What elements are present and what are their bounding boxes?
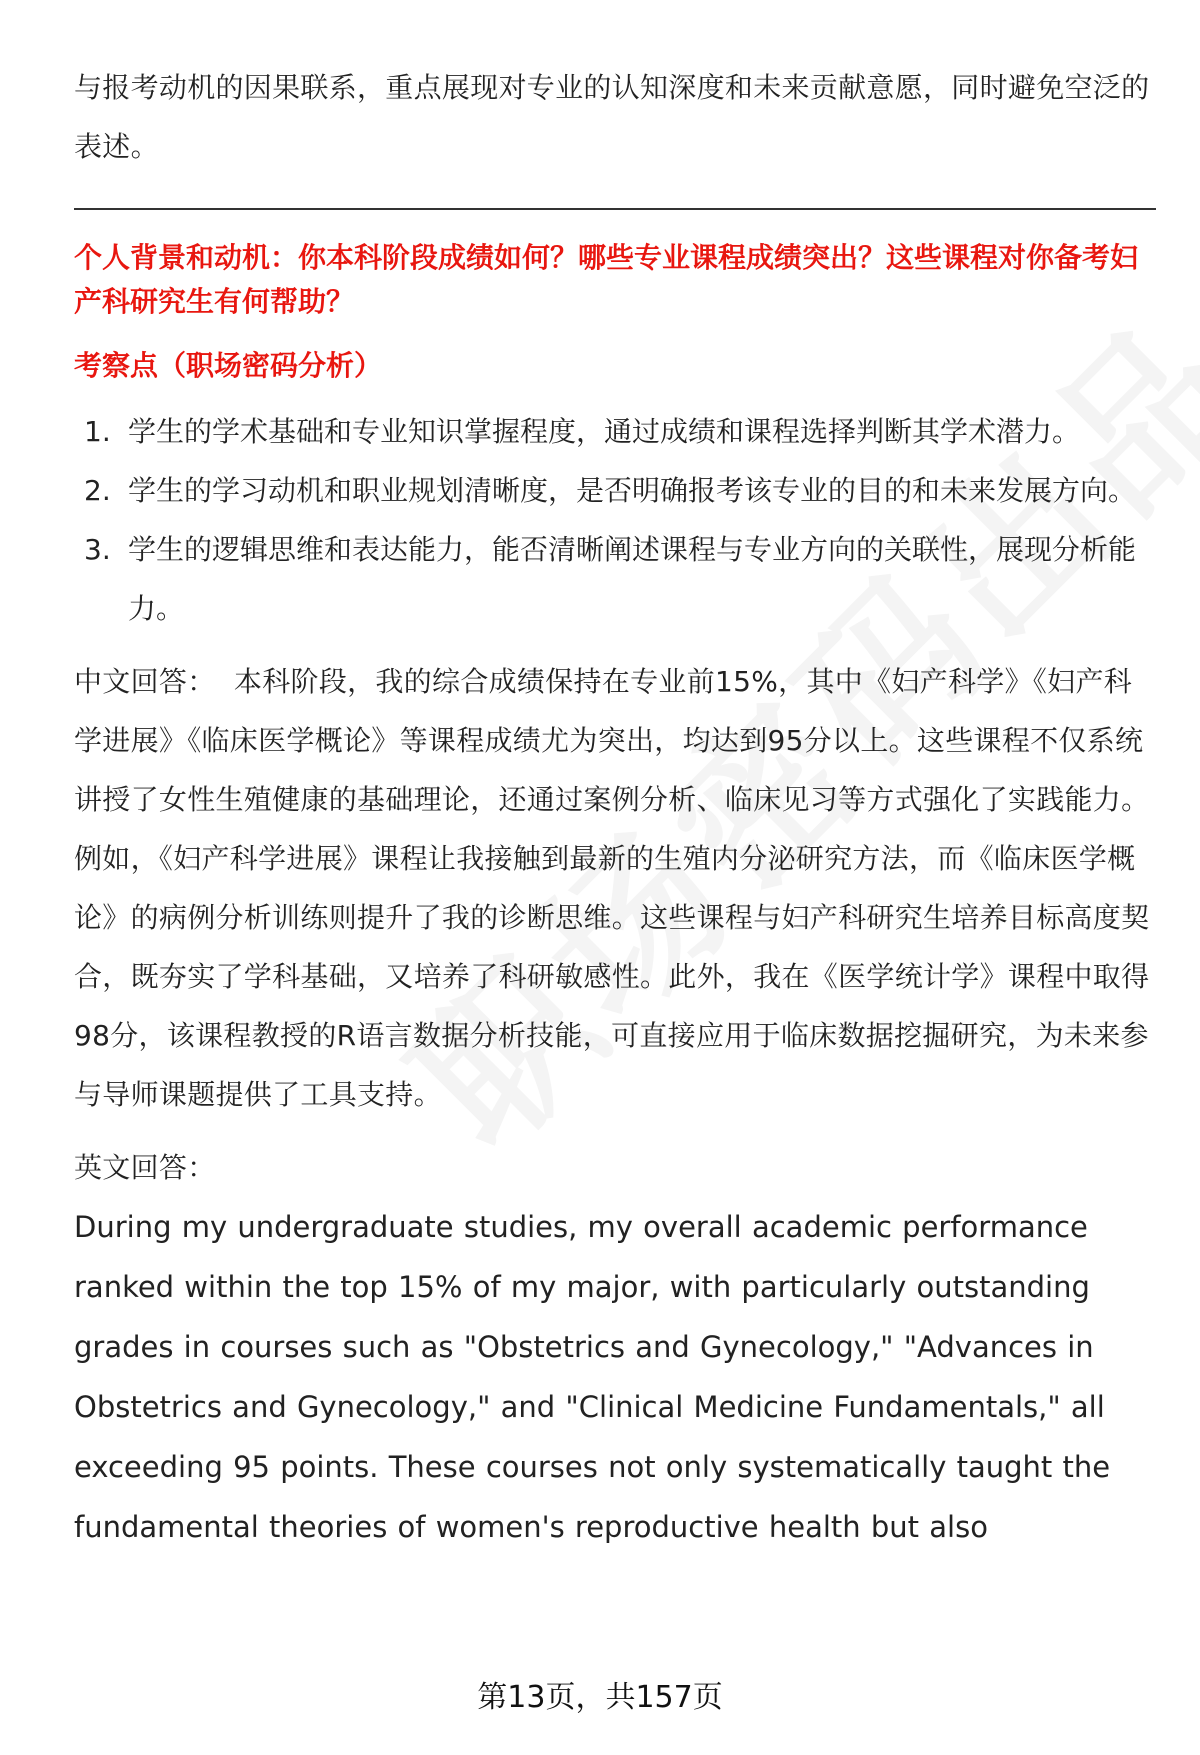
intro-paragraph: 与报考动机的因果联系，重点展现对专业的认知深度和未来贡献意愿，同时避免空泛的表述。 xyxy=(74,71,1150,163)
question-heading: 个人背景和动机：你本科阶段成绩如何？哪些专业课程成绩突出？这些课程对你备考妇产科研究生有何帮助？ xyxy=(74,241,1139,318)
point-number: 1. xyxy=(84,415,111,448)
english-answer-label: 英文回答： xyxy=(74,1151,216,1184)
assessment-title: 考察点（职场密码分析） xyxy=(74,349,383,382)
assessment-point xyxy=(74,461,1156,520)
document-page xyxy=(74,58,1156,1557)
chinese-answer xyxy=(74,652,1156,1124)
assessment-point xyxy=(74,520,1156,638)
point-number: 2. xyxy=(84,474,111,507)
assessment-point xyxy=(74,402,1156,461)
section-divider xyxy=(74,208,1156,210)
chinese-answer-text: 本科阶段，我的综合成绩保持在专业前15%，其中《妇产科学》《妇产科学进展》《临床医学概论》等课程成绩尤为突出，均达到95分以上。这些课程不仅系统讲授了女性生殖健康的基础理论，还通过案例分析、临床见习等方式强化了实践能力。例如，《妇产科学进展》课程让我接触到最新的生殖内分泌研究方法，而《临床医学概论》的病例分析训练则提升了我的诊断思维。这些课程与妇产科研究生培养目标高度契合，既夯实了学科基础，又培养了科研敏感性。此外，我在《医学统计学》课程中取得98分，该课程教授的R语言数据分析技能，可直接应用于临床数据挖掘研究，为未来参与导师课题提供了工具支持。 xyxy=(74,665,1150,1111)
point-text: 学生的逻辑思维和表达能力，能否清晰阐述课程与专业方向的关联性，展现分析能力。 xyxy=(128,533,1137,625)
english-answer-text: During my undergraduate studies, my overall academic performance ranked within the top 15% of my major, with particularly outstanding grades in courses such as "Obstetrics and Gynecology," "Advances in Obstetrics and Gynecology," and "Clinical Medicine Fundamentals," all exceeding 95 points. These courses not only systematically taught the fundamental theories of women's reproductive health but also xyxy=(74,1210,1111,1544)
point-text: 学生的学术基础和专业知识掌握程度，通过成绩和课程选择判断其学术潜力。 xyxy=(128,415,1081,448)
point-text: 学生的学习动机和职业规划清晰度，是否明确报考该专业的目的和未来发展方向。 xyxy=(128,474,1137,507)
page-footer: 第13页，共157页 xyxy=(477,1680,723,1715)
assessment-points-list xyxy=(74,402,1156,638)
point-number: 3. xyxy=(84,533,111,566)
chinese-answer-label: 中文回答： xyxy=(74,665,216,698)
